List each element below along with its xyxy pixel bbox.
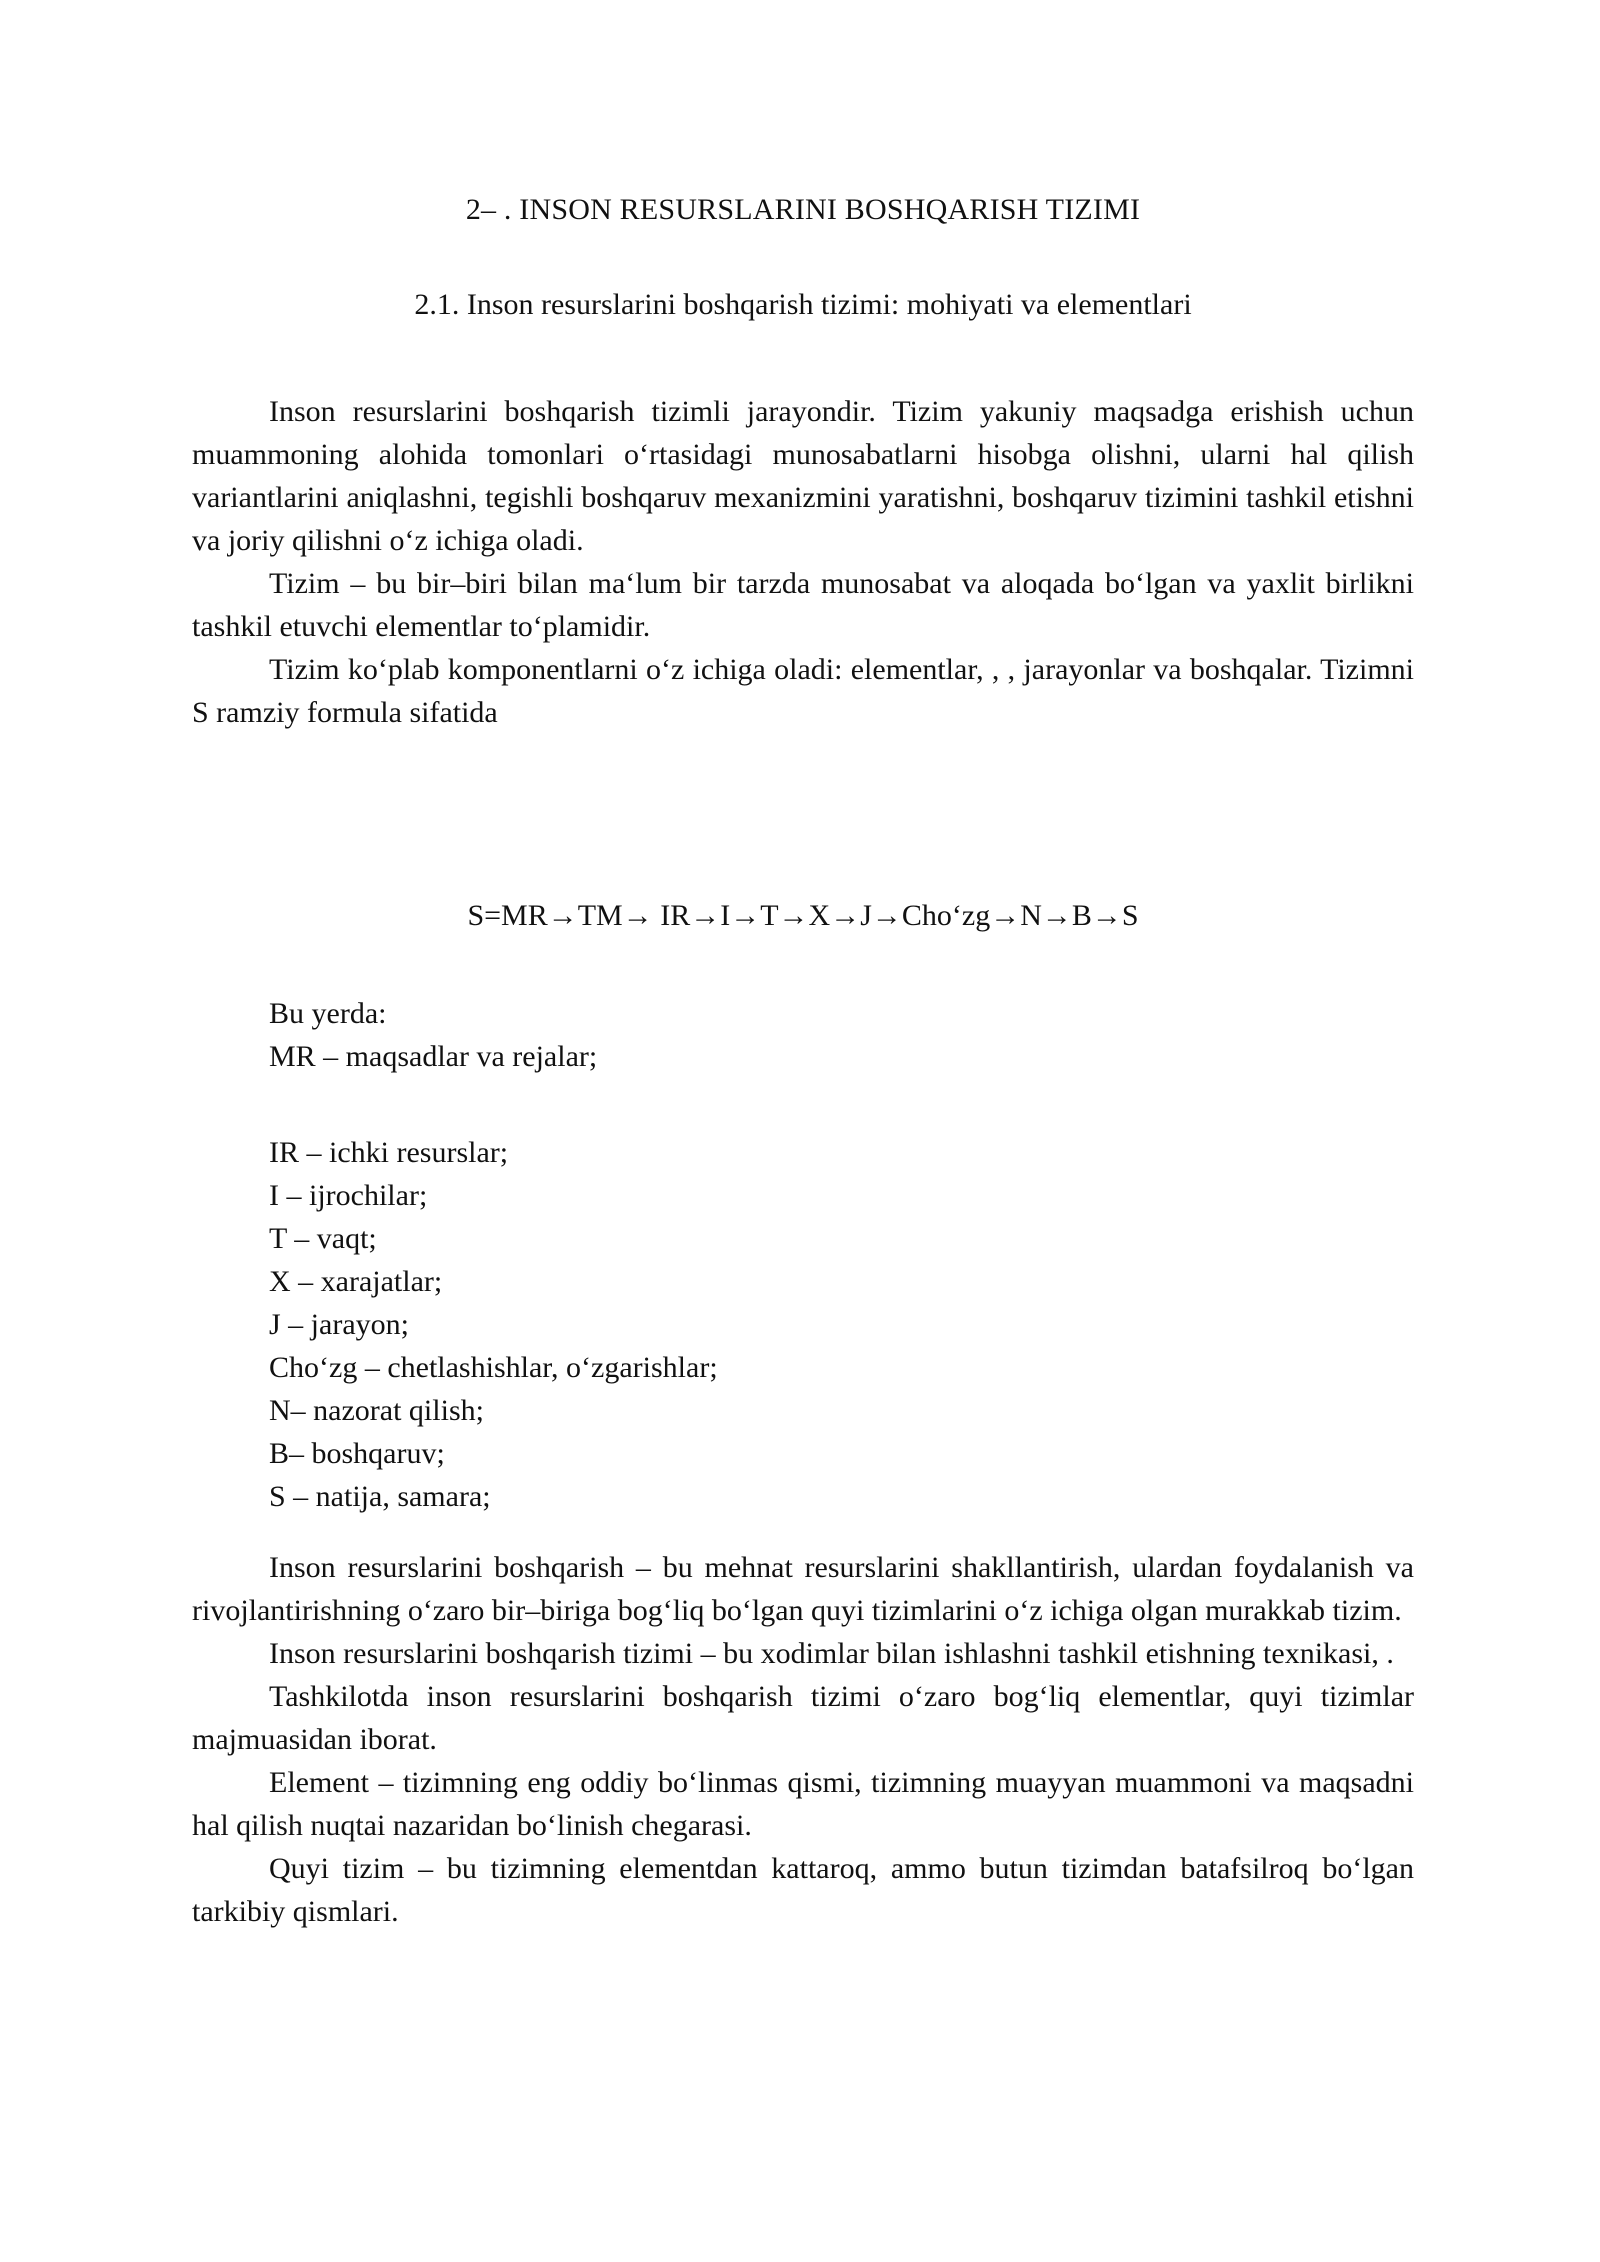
system-formula: S=MR→TM→ IR→I→T→X→J→Cho‘zg→N→B→S bbox=[467, 899, 1139, 932]
blank-line bbox=[269, 1078, 718, 1131]
paragraph: Tizim ko‘plab komponentlarni o‘z ichiga oladi: elementlar, , , jarayonlar va boshqalar. Tizimni S ramziy formula sifatida bbox=[192, 653, 1414, 729]
definitions-heading: Bu yerda: bbox=[269, 997, 387, 1030]
closing-text bbox=[192, 1546, 1414, 1933]
definition-item: T – vaqt; bbox=[269, 1222, 377, 1255]
section-title: 2.1. Inson resurslarini boshqarish tizimi: mohiyati va elementlari bbox=[414, 288, 1192, 321]
paragraph: Inson resurslarini boshqarish – bu mehnat resurslarini shakllantirish, ulardan foydalanish va rivojlantirishning o‘zaro bir–biriga bog‘liq bo‘lgan quyi tizimlarini o‘z ichiga olgan murakkab tizim. bbox=[192, 1551, 1414, 1627]
definition-item: IR – ichki resurslar; bbox=[269, 1136, 509, 1169]
definition-item: I – ijrochilar; bbox=[269, 1179, 428, 1212]
paragraph: Quyi tizim – bu tizimning elementdan kattaroq, ammo butun tizimdan batafsilroq bo‘lgan tarkibiy qismlari. bbox=[192, 1852, 1414, 1928]
definition-item: B– boshqaruv; bbox=[269, 1437, 445, 1470]
chapter-title: 2– . INSON RESURSLARINI BOSHQARISH TIZIMI bbox=[465, 193, 1141, 226]
paragraph: Inson resurslarini boshqarish tizimli jarayondir. Tizim yakuniy maqsadga erishish uchun muammoning alohida tomonlari o‘rtasidagi munosabatlarni hisobga olishni, ularni hal qilish variantlarini aniqlashni, tegishli boshqaruv mexanizmini yaratishni, boshqaruv tizimini tashkil etishni va joriy qilishni o‘z ichiga oladi. bbox=[192, 395, 1414, 557]
intro-text bbox=[192, 390, 1414, 734]
definition-item: MR – maqsadlar va rejalar; bbox=[269, 1040, 598, 1073]
paragraph: Tashkilotda inson resurslarini boshqarish tizimi o‘zaro bog‘liq elementlar, quyi tizimlar majmuasidan iborat. bbox=[192, 1680, 1414, 1756]
paragraph: Element – tizimning eng oddiy bo‘linmas qismi, tizimning muayyan muammoni va maqsadni hal qilish nuqtai nazaridan bo‘linish chegarasi. bbox=[192, 1766, 1414, 1842]
definition-item: X – xarajatlar; bbox=[269, 1265, 443, 1298]
definition-item: J – jarayon; bbox=[269, 1308, 409, 1341]
definition-item: Cho‘zg – chetlashishlar, o‘zgarishlar; bbox=[269, 1351, 718, 1384]
definition-item: S – natija, samara; bbox=[269, 1480, 491, 1513]
definitions-list bbox=[269, 992, 718, 1518]
paragraph: Tizim – bu bir–biri bilan ma‘lum bir tarzda munosabat va aloqada bo‘lgan va yaxlit birlikni tashkil etuvchi elementlar to‘plamidir. bbox=[192, 567, 1414, 643]
paragraph: Inson resurslarini boshqarish tizimi – bu xodimlar bilan ishlashni tashkil etishning texnikasi, . bbox=[269, 1637, 1394, 1670]
definition-item: N– nazorat qilish; bbox=[269, 1394, 484, 1427]
